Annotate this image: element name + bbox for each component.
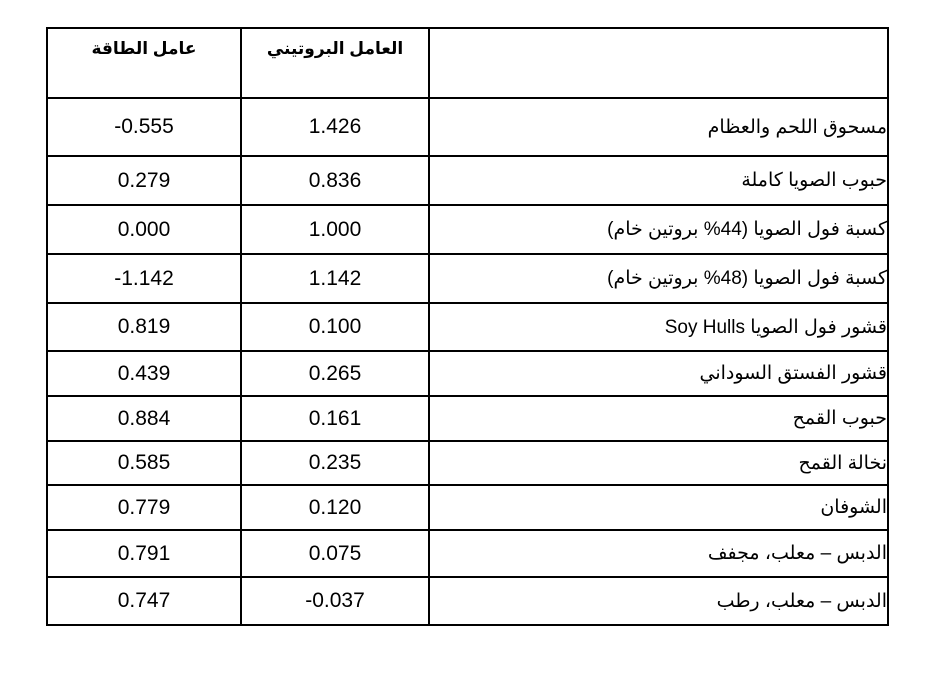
protein-factor-cell: 0.075 — [241, 530, 429, 577]
feed-name-cell: مسحوق اللحم والعظام — [429, 98, 888, 156]
table-row — [47, 205, 888, 254]
feed-name-cell: نخالة القمح — [429, 441, 888, 485]
feed-name-cell: كسبة فول الصويا (48% بروتين خام) — [429, 254, 888, 303]
protein-factor-cell: 0.235 — [241, 441, 429, 485]
protein-factor-cell: 0.265 — [241, 351, 429, 396]
table-row — [47, 396, 888, 441]
protein-factor-cell: 1.000 — [241, 205, 429, 254]
protein-factor-cell: 0.836 — [241, 156, 429, 205]
feed-factors-table — [46, 27, 889, 626]
energy-factor-cell: 0.585 — [47, 441, 241, 485]
protein-factor-cell: 0.100 — [241, 303, 429, 351]
energy-factor-cell: 0.439 — [47, 351, 241, 396]
feed-name-cell: الدبس – معلب، مجفف — [429, 530, 888, 577]
protein-factor-header: العامل البروتيني — [241, 28, 429, 98]
table-row — [47, 156, 888, 205]
table-row — [47, 303, 888, 351]
feed-name-cell: قشور الفستق السوداني — [429, 351, 888, 396]
energy-factor-cell: -1.142 — [47, 254, 241, 303]
energy-factor-cell: 0.747 — [47, 577, 241, 625]
protein-factor-cell: -0.037 — [241, 577, 429, 625]
protein-factor-cell: 0.161 — [241, 396, 429, 441]
energy-factor-cell: 0.884 — [47, 396, 241, 441]
feed-name-cell: الدبس – معلب، رطب — [429, 577, 888, 625]
energy-factor-cell: 0.279 — [47, 156, 241, 205]
header-row — [47, 28, 888, 98]
feed-name-cell: كسبة فول الصويا (44% بروتين خام) — [429, 205, 888, 254]
feed-name-cell: حبوب القمح — [429, 396, 888, 441]
protein-factor-cell: 1.426 — [241, 98, 429, 156]
feed-name-cell: قشور فول الصويا Soy Hulls — [429, 303, 888, 351]
protein-factor-cell: 1.142 — [241, 254, 429, 303]
energy-factor-cell: 0.000 — [47, 205, 241, 254]
table-row — [47, 485, 888, 530]
energy-factor-cell: -0.555 — [47, 98, 241, 156]
feed-name-cell: الشوفان — [429, 485, 888, 530]
protein-factor-cell: 0.120 — [241, 485, 429, 530]
table-row — [47, 577, 888, 625]
table-row — [47, 351, 888, 396]
energy-factor-header: عامل الطاقة — [47, 28, 241, 98]
energy-factor-cell: 0.791 — [47, 530, 241, 577]
feed-name-header — [429, 28, 888, 98]
table-row — [47, 98, 888, 156]
feed-name-cell: حبوب الصويا كاملة — [429, 156, 888, 205]
table-row — [47, 254, 888, 303]
table-row — [47, 441, 888, 485]
energy-factor-cell: 0.819 — [47, 303, 241, 351]
energy-factor-cell: 0.779 — [47, 485, 241, 530]
table-row — [47, 530, 888, 577]
